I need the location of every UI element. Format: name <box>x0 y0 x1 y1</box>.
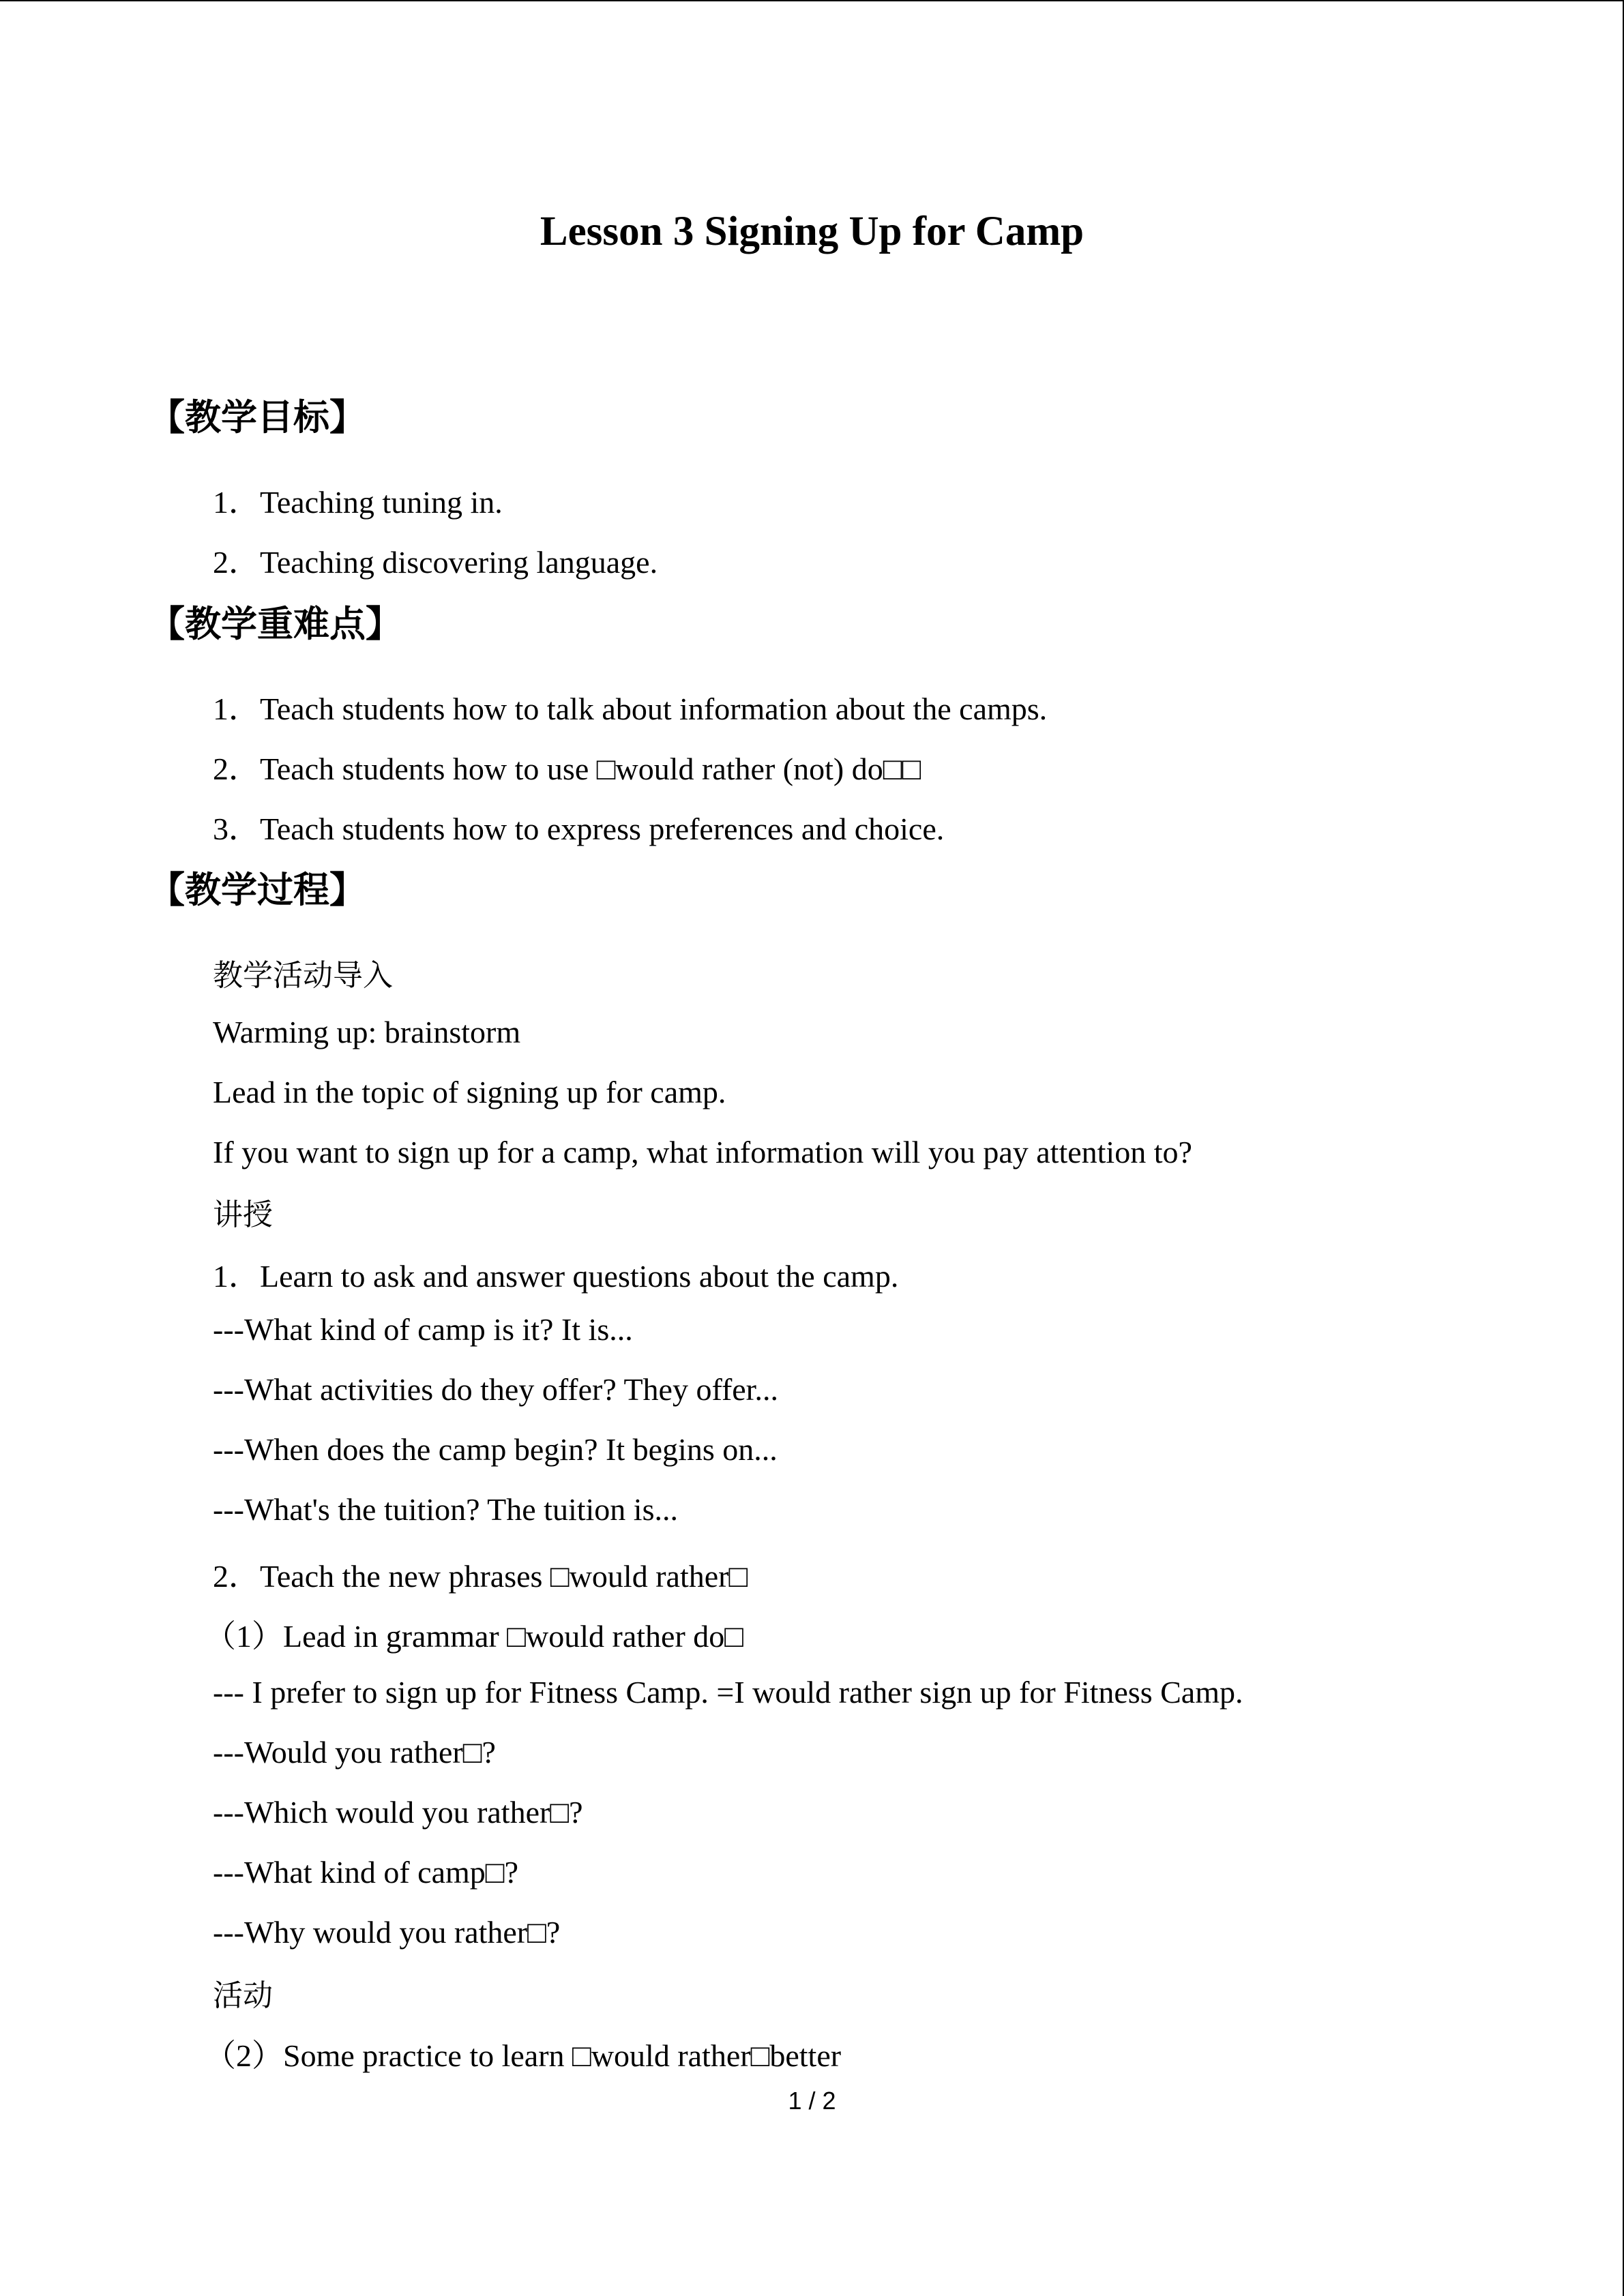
objective-item: 2．Teaching discovering language. <box>213 545 658 580</box>
process-line: ---What kind of camp□? <box>213 1855 518 1890</box>
process-line: ---Why would you rather□? <box>213 1915 561 1950</box>
process-line: Warming up: brainstorm <box>213 1015 521 1049</box>
process-line: 2．Teach the new phrases □would rather□ <box>213 1559 748 1594</box>
process-line: ---Which would you rather□? <box>213 1795 583 1830</box>
process-line: 1．Learn to ask and answer questions about the camp. <box>213 1259 899 1294</box>
process-line: ---What's the tuition? The tuition is... <box>213 1492 678 1527</box>
process-line: （2）Some practice to learn □would rather□better <box>205 2038 842 2073</box>
section-heading-key-points: 【教学重难点】 <box>149 603 402 645</box>
page-number: 1 / 2 <box>788 2087 836 2115</box>
process-line: ---What kind of camp is it? It is... <box>213 1312 633 1347</box>
process-subheading: 讲授 <box>213 1197 273 1232</box>
section-heading-process: 【教学过程】 <box>149 869 366 911</box>
key-point-item: 1．Teach students how to talk about information about the camps. <box>213 691 1048 726</box>
objective-item: 1．Teaching tuning in. <box>213 485 503 520</box>
process-line: ---Would you rather□? <box>213 1735 496 1770</box>
process-line: --- I prefer to sign up for Fitness Camp. =I would rather sign up for Fitness Camp. <box>213 1675 1243 1710</box>
section-heading-objectives: 【教学目标】 <box>149 397 366 438</box>
process-subheading: 教学活动导入 <box>213 958 393 993</box>
lesson-title: Lesson 3 Signing Up for Camp <box>540 209 1084 254</box>
key-point-item: 3．Teach students how to express preferences and choice. <box>213 811 945 846</box>
process-subheading: 活动 <box>213 1978 273 2013</box>
process-line: ---When does the camp begin? It begins on... <box>213 1432 778 1467</box>
key-point-item: 2．Teach students how to use □would rather (not) do□□ <box>213 751 921 786</box>
process-line: Lead in the topic of signing up for camp. <box>213 1075 726 1109</box>
process-line: ---What activities do they offer? They offer... <box>213 1372 778 1407</box>
process-line: （1）Lead in grammar □would rather do□ <box>205 1619 744 1654</box>
process-line: If you want to sign up for a camp, what information will you pay attention to? <box>213 1135 1192 1169</box>
